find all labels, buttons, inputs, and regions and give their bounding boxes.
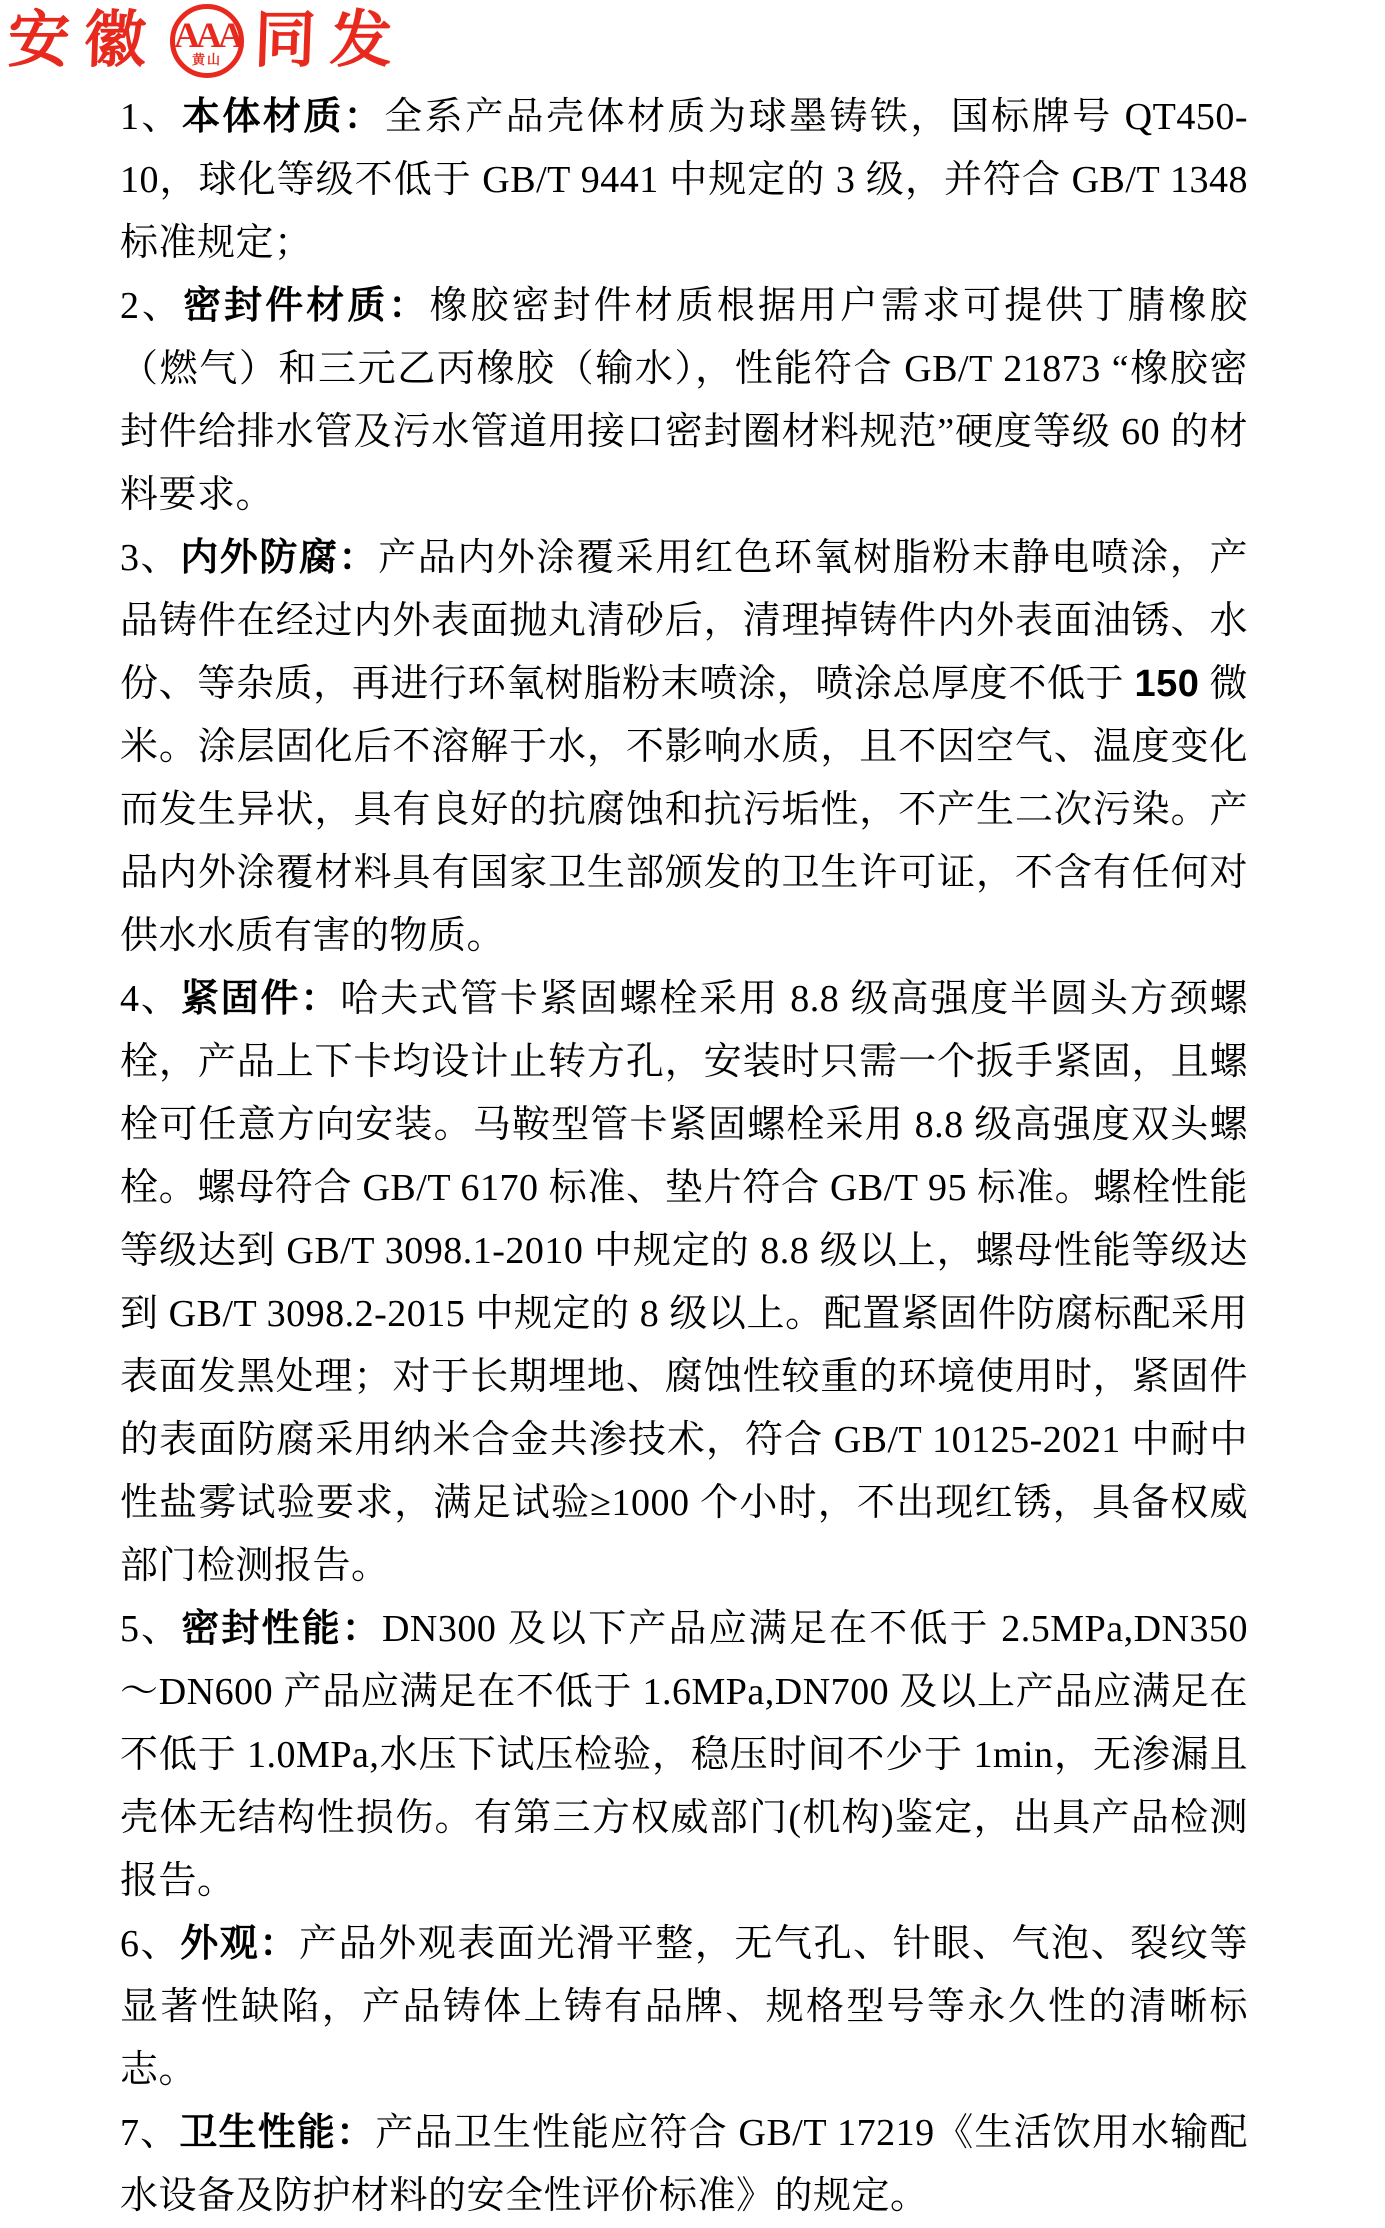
section-number: 3、: [120, 537, 181, 579]
company-logo: [8, 4, 406, 78]
spec-section: [120, 527, 1248, 968]
section-body-text: 橡胶密封件材质根据用户需求可提供丁腈橡胶（燃气）和三元乙丙橡胶（输水），性能符合 GB/T 21873 “橡胶密封件给排水管及污水管道用接口密封圈材料规范”硬度等级 60 的材料要求。: [120, 285, 1248, 516]
section-heading: 外观：: [180, 1923, 299, 1965]
section-body-text: 产品内外涂覆采用红色环氧树脂粉末静电喷涂，产品铸件在经过内外表面抛丸清砂后，清理掉铸件内外表面油锈、水份、等杂质，再进行环氧树脂粉末喷涂，喷涂总厚度不低于: [120, 537, 1248, 705]
section-body-text: 产品外观表面光滑平整，无气孔、针眼、气泡、裂纹等显著性缺陷，产品铸体上铸有品牌、规格型号等永久性的清晰标志。: [120, 1923, 1248, 2091]
section-heading: 紧固件：: [180, 978, 341, 1020]
section-body-text: 微米。涂层固化后不溶解于水，不影响水质，且不因空气、温度变化而发生异状，具有良好的抗腐蚀和抗污垢性，不产生二次污染。产品内外涂覆材料具有国家卫生部颁发的卫生许可证，不含有任何对供水水质有害的物质。: [120, 663, 1248, 957]
spec-section: [120, 1913, 1248, 2102]
section-body-text: 产品卫生性能应符合 GB/T 17219《生活饮用水输配水设备及防护材料的安全性评价标准》的规定。: [120, 2112, 1248, 2217]
section-heading: 密封性能：: [181, 1608, 382, 1650]
section-number: 6、: [120, 1923, 181, 1965]
section-body-text: DN300 及以下产品应满足在不低于 2.5MPa,DN350～DN600 产品应满足在不低于 1.6MPa,DN700 及以上产品应满足在不低于 1.0MPa,水压下试压检验，稳压时间不少于 1min，无渗漏且壳体无结构性损伤。有第三方权威部门(机构)鉴定，出具产品检测报告。: [120, 1608, 1248, 1902]
section-body-text: 哈夫式管卡紧固螺栓采用 8.8 级高强度半圆头方颈螺栓，产品上下卡均设计止转方孔，安装时只需一个扳手紧固，且螺栓可任意方向安装。马鞍型管卡紧固螺栓采用 8.8 级高强度双头螺栓。螺母符合 GB/T 6170 标准、垫片符合 GB/T 95 标准。螺栓性能等级达到 GB/T 3098.1-2010 中规定的 8.8 级以上，螺母性能等级达到 GB/T 3098.2-2015 中规定的 8 级以上。配置紧固件防腐标配采用表面发黑处理；对于长期埋地、腐蚀性较重的环境使用时，紧固件的表面防腐采用纳米合金共渗技术，符合 GB/T 10125-2021 中耐中性盐雾试验要求，满足试验≥1000 个小时，不出现红锈，具备权威部门检测报告。: [120, 978, 1248, 1587]
section-number: 2、: [120, 285, 184, 327]
spec-section: [120, 2102, 1248, 2228]
logo-aaa-text: AAA: [174, 14, 241, 55]
section-body-text: 全系产品壳体材质为球墨铸铁，国标牌号 QT450-10，球化等级不低于 GB/T 9441 中规定的 3 级，并符合 GB/T 1348 标准规定；: [120, 96, 1248, 264]
spec-section: [120, 275, 1248, 527]
logo-text-anhui: 安徽: [6, 7, 162, 75]
section-number: 5、: [120, 1608, 182, 1650]
section-number: 7、: [120, 2112, 180, 2154]
logo-text-tongfa: 同发: [252, 7, 408, 75]
section-heading: 内外防腐：: [180, 537, 379, 579]
spec-section-list: [120, 86, 1248, 2228]
logo-huangshan-text: 黄山: [192, 51, 223, 67]
section-heading: 本体材质：: [181, 96, 385, 138]
section-number: 4、: [120, 978, 181, 1020]
logo-aaa-badge-icon: [170, 4, 244, 78]
section-heading: 密封件材质：: [183, 285, 430, 327]
section-number: 1、: [120, 96, 182, 138]
spec-section: [120, 86, 1248, 275]
section-body-emphasis: 150: [1134, 663, 1200, 705]
spec-section: [120, 1598, 1248, 1913]
spec-section: [120, 968, 1248, 1598]
section-heading: 卫生性能：: [179, 2112, 376, 2154]
